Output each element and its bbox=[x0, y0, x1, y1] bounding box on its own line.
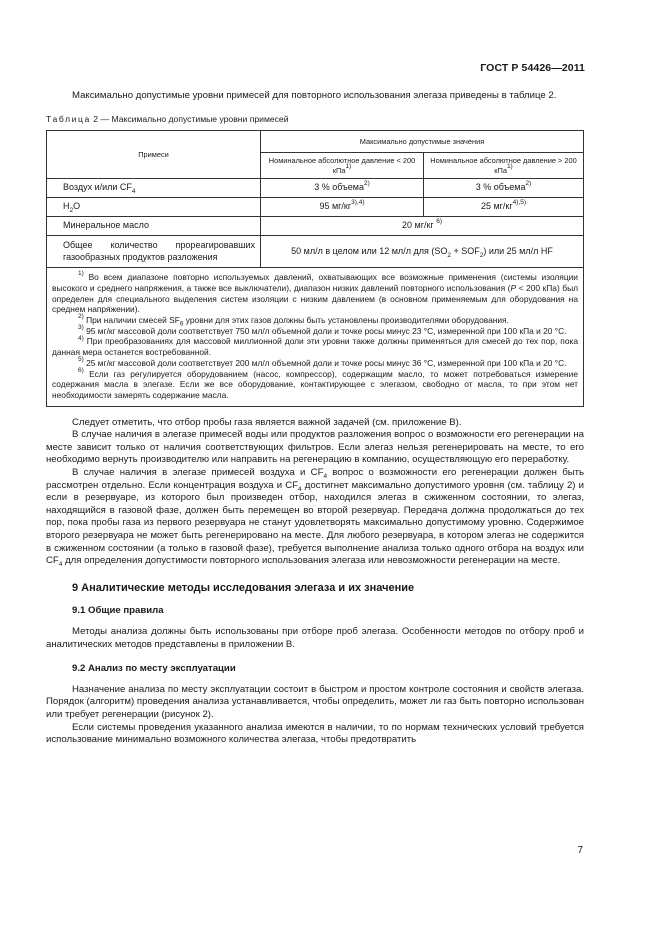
note-5: $^{5)}$ 25 мг/кг массовой доли соответствует 200 мл/л объемной доли и точке росы минус 36 °С, измеренной при 100 кПа и 20 °С. bbox=[78, 356, 567, 368]
body-paragraph-1: Следует отметить, что отбор пробы газа является важной задачей (см. приложение В). bbox=[72, 416, 462, 428]
note-4: $^{4)}$ При преобразованиях для массовой миллионной доли эти уровни также должны применяться для смесей до тех пор, пока данная мера останется востребованной. bbox=[52, 334, 578, 358]
section-9-2-heading: 9.2 Анализ по месту эксплуатации bbox=[72, 663, 236, 675]
table-caption bbox=[46, 113, 584, 126]
row-air-low: 3 % объема$^{2)}$ bbox=[261, 179, 424, 198]
table-header-row bbox=[47, 131, 584, 153]
intro-paragraph: Максимально допустимые уровни примесей для повторного использования элегаза приведены в таблице 2. bbox=[72, 90, 557, 101]
row-water-low: 95 $мг/кг^{3),4)}$ bbox=[261, 198, 424, 217]
note-1: $^{1)}$ Во всем диапазоне повторно используемых давлений, охватывающих все возможные применения (системы изоляции высокого и среднего напряжения, а также все выключатели), диапазон низких давлений повторного использования (Р < 200 кПа) был определен для специального выделения систем изоляции с низким давлением (в основном применяемым для оборудования на среднем напряжении). bbox=[52, 270, 578, 315]
note-2: $^{2)}$ При наличии смесей $SF_6$ уровни для этих газов должны быть установлены производителями оборудования. bbox=[78, 313, 509, 328]
header-impurity: Примеси bbox=[47, 131, 261, 179]
row-air-high: 3 % объема$^{2)}$ bbox=[424, 179, 584, 198]
row-water-name: $H_2O$ bbox=[47, 198, 261, 217]
header-max-values: Максимально допустимые значения bbox=[261, 131, 584, 153]
body-paragraph-2: В случае наличия в элегазе примесей воды или продуктов разложения вопрос о возможности его регенерации на месте зависит только от наличия соответствующих фильтров. Если элегаз нельзя регенерировать на месте, то его необходимо вернуть производителю или направить на регенерацию в компанию, осуществляющую его переработку. bbox=[46, 429, 584, 466]
row-oil-value: 20 мг/кг $^{6)}$ bbox=[261, 217, 584, 236]
table-caption-text: 2 — Максимально допустимые уровни примесей bbox=[90, 113, 289, 124]
row-gas-value: 50 мл/л в целом или 12 мл/л для $(SO_2 + SOF_2)$ или 25 мл/л HF bbox=[261, 236, 584, 268]
table-notes bbox=[47, 268, 584, 406]
section-9-2-paragraph-1: Назначение анализа по месту эксплуатации состоит в быстром и простом контроле состояния и свойств элегаза. Порядок (алгоритм) проведения анализа устанавливается, чтобы определить, может ли газ быть повторно использован или требует регенерации (рисунок 2). bbox=[46, 683, 584, 720]
row-water-high: 25 $мг/кг^{4),5)}$ bbox=[424, 198, 584, 217]
body-paragraph-3: В случае наличия в элегазе примесей воздуха и $CF_4$ вопрос о возможности его регенерации должен быть рассмотрен отдельно. Если концентрация воздуха и $CF_4$ достигнет максимально допустимого уровня (см. таблицу 2) и если в резервуаре, из которого был произведен отбор, находился элегаз в сжиженном состоянии, то элегаз, находящийся в газовой фазе, должен быть перемещен во второй резервуар. Передача должна продолжаться до тех пор, пока пробы газа из первого резервуара не станут удовлетворять максимально допустимому уровню. Содержимое второго резервуара не может быть регенерировано на месте. Для любого резервуара, в котором элегаз не содержится в сжиженном состоянии (а только в газовой фазе), требуется выполнение анализа только одного отбора на воздух или $CF_4$ для определения допустимости повторного использования элегаза или невозможности регенерации на месте. bbox=[46, 467, 584, 569]
section-9-heading: 9 Аналитические методы исследования элегаза и их значение bbox=[72, 581, 415, 594]
table-row-water bbox=[47, 198, 584, 217]
row-air-name: Воздух и/или $CF_4$ bbox=[47, 179, 261, 198]
note-6: $^{6)}$ Если газ регулируется оборудованием (насос, компрессор), содержащим масло, то может потребоваться измерение содержания масла в элегазе. Если же все оборудование, контактирующее с элегазом, свободно от масла, то при этом нет необходимости замерять содержание масла. bbox=[52, 366, 578, 400]
section-9-1-text: Методы анализа должны быть использованы при отборе проб элегаза. Особенности методов по отбору проб и аналитических методов представлены в приложении В. bbox=[46, 625, 584, 650]
row-gas-name: Общее количество прореагировавших газообразных продуктов разложения bbox=[47, 236, 261, 268]
table-notes-row bbox=[47, 268, 584, 406]
table-row-oil bbox=[47, 217, 584, 236]
document-header: ГОСТ Р 54426—2011 bbox=[480, 62, 585, 74]
impurities-table bbox=[46, 130, 584, 406]
header-low-pressure: Номинальное абсолютное давление < 200 кПа$^{1)}$ bbox=[261, 153, 424, 179]
table-row-air bbox=[47, 179, 584, 198]
header-high-pressure: Номинальное абсолютное давление > 200 кПа$^{1)}$ bbox=[424, 153, 584, 179]
row-oil-name: Минеральное масло bbox=[47, 217, 261, 236]
page-content bbox=[46, 90, 584, 747]
page-number: 7 bbox=[577, 845, 583, 856]
table-caption-prefix: Таблица bbox=[46, 113, 91, 124]
section-9-1-heading: 9.1 Общие правила bbox=[72, 605, 164, 617]
table-row-gas bbox=[47, 236, 584, 268]
note-3: $^{3)}$ 95 мг/кг массовой доли соответствует 750 мл/л объемной доли и точке росы минус 23 °С, измеренной при 100 кПа и 20 °С. bbox=[78, 323, 567, 336]
section-9-2-paragraph-2: Если системы проведения указанного анализа имеются в наличии, то по нормам технических условий требуется использование минимально возможного количества элегаза, чтобы предотвратить bbox=[46, 721, 584, 746]
